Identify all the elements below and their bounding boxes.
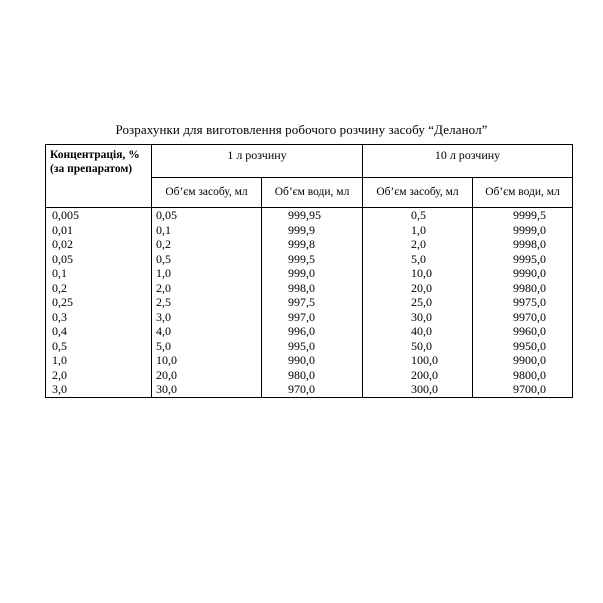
table-row (46, 237, 573, 252)
agent-volume-10l-cell: 40,0 (363, 324, 473, 339)
table-body (46, 208, 573, 398)
agent-volume-10l-cell: 2,0 (363, 237, 473, 252)
concentration-header (46, 145, 152, 208)
group-header-10l: 10 л розчину (363, 145, 573, 178)
water-volume-10l-cell: 9975,0 (473, 295, 573, 310)
agent-volume-10l-cell: 25,0 (363, 295, 473, 310)
agent-volume-10l-cell: 0,5 (363, 208, 473, 223)
water-volume-1l-cell: 999,5 (262, 252, 363, 267)
water-volume-1l-cell: 970,0 (262, 382, 363, 397)
concentration-header-line1: Концентрація, % (50, 149, 140, 161)
agent-volume-1l-cell: 5,0 (152, 339, 262, 354)
concentration-cell: 0,2 (46, 281, 152, 296)
water-volume-1l-cell: 997,0 (262, 310, 363, 325)
water-volume-1l-cell: 999,95 (262, 208, 363, 223)
table-row (46, 208, 573, 223)
water-volume-10l-cell: 9999,5 (473, 208, 573, 223)
water-volume-1l-cell: 999,8 (262, 237, 363, 252)
table-row (46, 339, 573, 354)
concentration-header-line2: (за препаратом) (50, 163, 133, 176)
water-volume-1l-cell: 995,0 (262, 339, 363, 354)
concentration-cell: 0,5 (46, 339, 152, 354)
concentration-cell: 2,0 (46, 368, 152, 383)
table-row (46, 310, 573, 325)
subheader-agent-volume-1l: Об’єм засобу, мл (152, 178, 262, 208)
table-row (46, 353, 573, 368)
agent-volume-10l-cell: 200,0 (363, 368, 473, 383)
agent-volume-1l-cell: 2,5 (152, 295, 262, 310)
agent-volume-1l-cell: 0,05 (152, 208, 262, 223)
concentration-cell: 0,25 (46, 295, 152, 310)
concentration-cell: 0,01 (46, 223, 152, 238)
concentration-cell: 0,02 (46, 237, 152, 252)
agent-volume-10l-cell: 20,0 (363, 281, 473, 296)
concentration-cell: 0,1 (46, 266, 152, 281)
subheader-agent-volume-10l: Об’єм засобу, мл (363, 178, 473, 208)
subheader-water-volume-1l: Об’єм води, мл (262, 178, 363, 208)
table-row (46, 324, 573, 339)
agent-volume-1l-cell: 0,5 (152, 252, 262, 267)
water-volume-10l-cell: 9950,0 (473, 339, 573, 354)
water-volume-1l-cell: 997,5 (262, 295, 363, 310)
water-volume-10l-cell: 9900,0 (473, 353, 573, 368)
agent-volume-1l-cell: 0,2 (152, 237, 262, 252)
agent-volume-10l-cell: 1,0 (363, 223, 473, 238)
agent-volume-1l-cell: 0,1 (152, 223, 262, 238)
agent-volume-10l-cell: 30,0 (363, 310, 473, 325)
agent-volume-10l-cell: 50,0 (363, 339, 473, 354)
water-volume-1l-cell: 996,0 (262, 324, 363, 339)
concentration-cell: 0,05 (46, 252, 152, 267)
agent-volume-1l-cell: 1,0 (152, 266, 262, 281)
water-volume-10l-cell: 9995,0 (473, 252, 573, 267)
water-volume-1l-cell: 998,0 (262, 281, 363, 296)
water-volume-1l-cell: 990,0 (262, 353, 363, 368)
water-volume-10l-cell: 9970,0 (473, 310, 573, 325)
water-volume-1l-cell: 999,9 (262, 223, 363, 238)
concentration-cell: 1,0 (46, 353, 152, 368)
agent-volume-10l-cell: 300,0 (363, 382, 473, 397)
table-row (46, 223, 573, 238)
agent-volume-1l-cell: 10,0 (152, 353, 262, 368)
agent-volume-10l-cell: 5,0 (363, 252, 473, 267)
table-row (46, 281, 573, 296)
water-volume-10l-cell: 9998,0 (473, 237, 573, 252)
document-title: Розрахунки для виготовлення робочого розчину засобу “Деланол” (115, 122, 488, 137)
water-volume-1l-cell: 999,0 (262, 266, 363, 281)
agent-volume-1l-cell: 20,0 (152, 368, 262, 383)
water-volume-10l-cell: 9999,0 (473, 223, 573, 238)
table-row (46, 295, 573, 310)
agent-volume-1l-cell: 4,0 (152, 324, 262, 339)
table-row (46, 382, 573, 397)
concentration-cell: 0,005 (46, 208, 152, 223)
concentration-cell: 3,0 (46, 382, 152, 397)
water-volume-10l-cell: 9800,0 (473, 368, 573, 383)
table-row (46, 266, 573, 281)
table-row (46, 252, 573, 267)
table-row (46, 368, 573, 383)
agent-volume-10l-cell: 10,0 (363, 266, 473, 281)
water-volume-10l-cell: 9700,0 (473, 382, 573, 397)
water-volume-10l-cell: 9960,0 (473, 324, 573, 339)
calculation-table (45, 144, 573, 398)
concentration-cell: 0,3 (46, 310, 152, 325)
water-volume-10l-cell: 9980,0 (473, 281, 573, 296)
concentration-cell: 0,4 (46, 324, 152, 339)
agent-volume-1l-cell: 30,0 (152, 382, 262, 397)
water-volume-10l-cell: 9990,0 (473, 266, 573, 281)
agent-volume-1l-cell: 2,0 (152, 281, 262, 296)
agent-volume-10l-cell: 100,0 (363, 353, 473, 368)
group-header-1l: 1 л розчину (152, 145, 363, 178)
subheader-water-volume-10l: Об’єм води, мл (473, 178, 573, 208)
water-volume-1l-cell: 980,0 (262, 368, 363, 383)
agent-volume-1l-cell: 3,0 (152, 310, 262, 325)
